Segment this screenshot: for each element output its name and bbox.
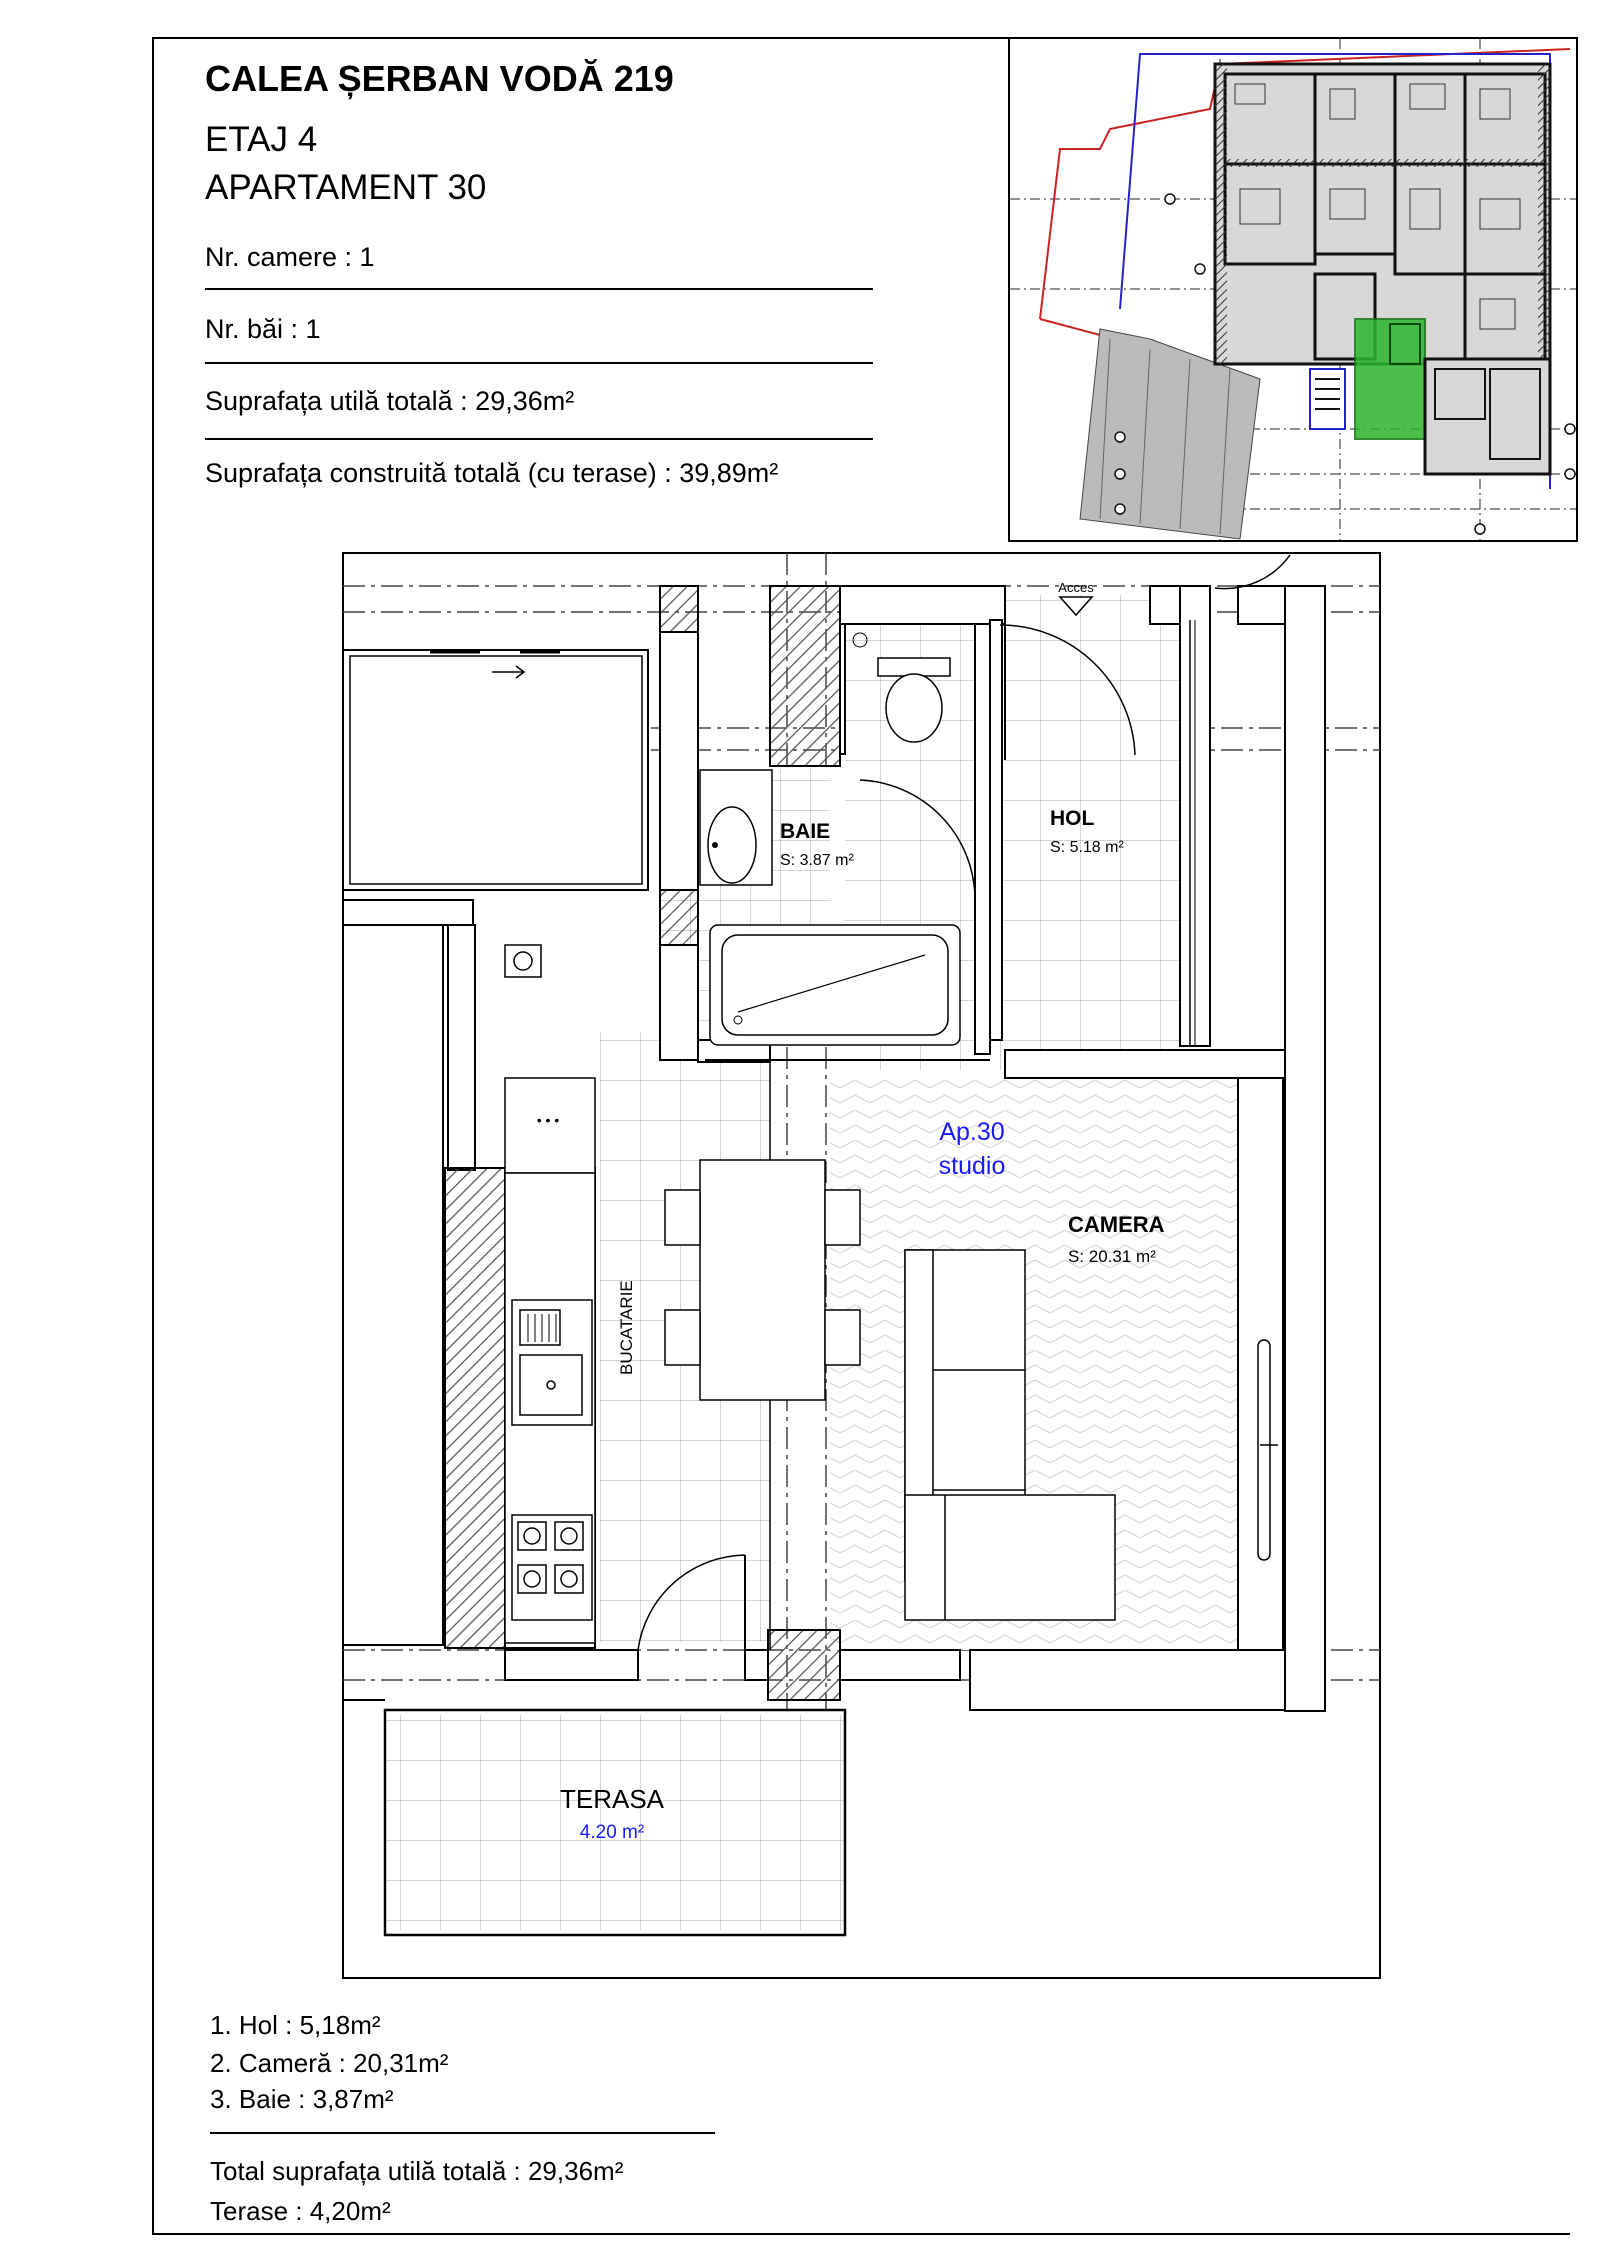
- neighbour-space: [343, 650, 648, 890]
- info-usable-area: Suprafața utilă totală : 29,36m²: [205, 386, 575, 416]
- room-label-hol: HOL: [1050, 807, 1095, 830]
- apartment-type: studio: [938, 1152, 1006, 1180]
- summary-item-hol: 1. Hol : 5,18m²: [210, 2010, 381, 2040]
- washbasin: [700, 770, 772, 885]
- bathtub: [710, 925, 960, 1045]
- room-area-hol: S: 5.18 m²: [1050, 839, 1124, 856]
- summary-terraces: Terase : 4,20m²: [210, 2196, 391, 2226]
- room-area-baie: S: 3.87 m²: [780, 852, 854, 869]
- info-built-area: Suprafața construită totală (cu terase) : 39,89m²: [205, 458, 779, 488]
- summary-item-camera: 2. Cameră : 20,31m²: [210, 2048, 449, 2078]
- svg-text:Acces: Acces: [1058, 580, 1094, 595]
- info-rooms: Nr. camere : 1: [205, 242, 375, 272]
- room-label-terasa: TERASA: [559, 1784, 665, 1814]
- summary-divider: [210, 2132, 715, 2134]
- room-label-bucatarie: BUCATARIE: [617, 1280, 636, 1375]
- apartment-number: Ap.30: [939, 1118, 1005, 1146]
- summary-item-baie: 3. Baie : 3,87m²: [210, 2084, 394, 2114]
- room-label-baie: BAIE: [780, 820, 831, 843]
- apartment-label: APARTAMENT 30: [205, 168, 487, 207]
- svg-text:• • •: • • •: [536, 1112, 560, 1128]
- floor-label: ETAJ 4: [205, 120, 318, 159]
- room-label-camera: CAMERA: [1068, 1212, 1165, 1237]
- room-area-camera: S: 20.31 m²: [1068, 1247, 1156, 1266]
- info-bathrooms: Nr. băi : 1: [205, 314, 321, 344]
- room-area-terasa: 4.20 m²: [579, 1822, 645, 1843]
- page-title: CALEA ȘERBAN VODĂ 219: [205, 58, 674, 99]
- summary-total: Total suprafața utilă totală : 29,36m²: [210, 2156, 624, 2186]
